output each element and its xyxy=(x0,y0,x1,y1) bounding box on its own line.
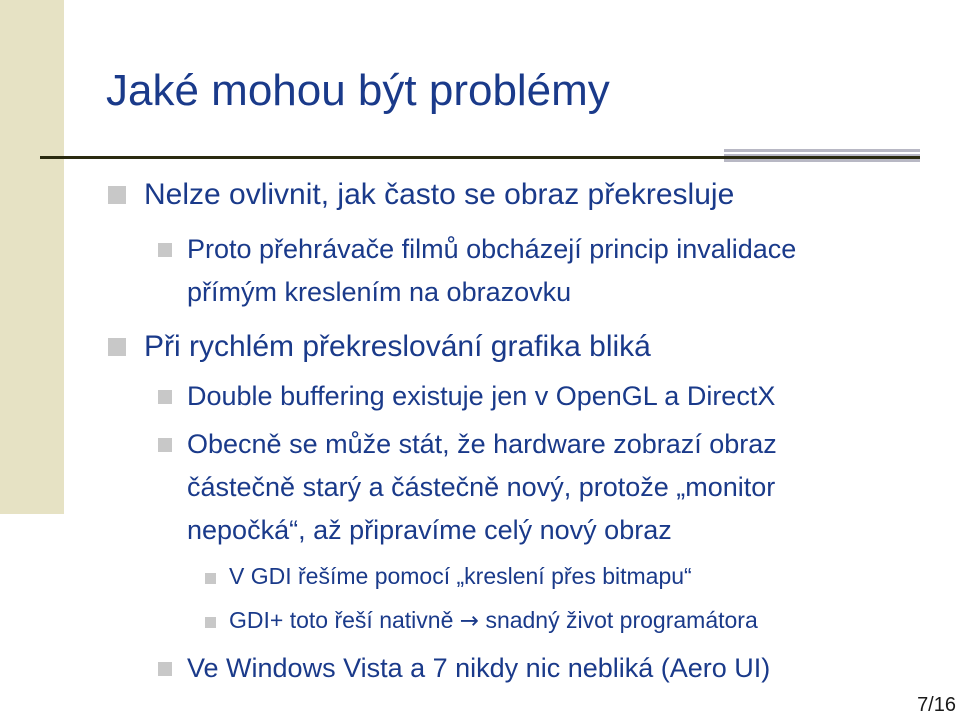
page-number: 7/16 xyxy=(917,694,956,716)
square-bullet-icon xyxy=(108,186,126,204)
square-bullet-icon xyxy=(108,338,126,356)
bullet-text-line: nepočká“, až připravíme celý nový obraz xyxy=(187,515,672,545)
bullet-text: Při rychlém překreslování grafika bliká xyxy=(144,330,651,363)
square-bullet-icon xyxy=(158,438,172,452)
bullet-text-after: snadný život programátora xyxy=(485,607,758,633)
square-bullet-icon xyxy=(205,573,216,584)
decorative-sidebar xyxy=(0,0,64,514)
bullet-text-line: Obecně se může stát, že hardware zobrazí obraz xyxy=(187,429,777,459)
bullet-text-line: Ve Windows Vista a 7 nikdy nic nebliká (Aero UI) xyxy=(187,653,771,683)
bullet-text-line: Double buffering existuje jen v OpenGL a DirectX xyxy=(187,381,776,411)
bullet-text-line: přímým kreslením na obrazovku xyxy=(187,277,572,307)
title-rule xyxy=(40,156,920,159)
square-bullet-icon xyxy=(158,390,172,404)
bullet-text-before: GDI+ toto řeší nativně xyxy=(229,607,454,633)
slide-title: Jaké mohou být problémy xyxy=(106,66,610,115)
square-bullet-icon xyxy=(158,243,172,257)
square-bullet-icon xyxy=(158,662,172,676)
bullet-text: Nelze ovlivnit, jak často se obraz překresluje xyxy=(144,178,735,211)
bullet-text-with-arrow xyxy=(229,607,758,634)
bullet-text-line: Proto přehrávače filmů obcházejí princip invalidace xyxy=(187,234,797,264)
right-arrow-icon: → xyxy=(459,608,480,634)
bullet-text-line: částečně starý a částečně nový, protože „monitor xyxy=(187,472,776,502)
bullet-text: V GDI řešíme pomocí „kreslení přes bitmapu“ xyxy=(229,563,692,589)
square-bullet-icon xyxy=(205,617,216,628)
